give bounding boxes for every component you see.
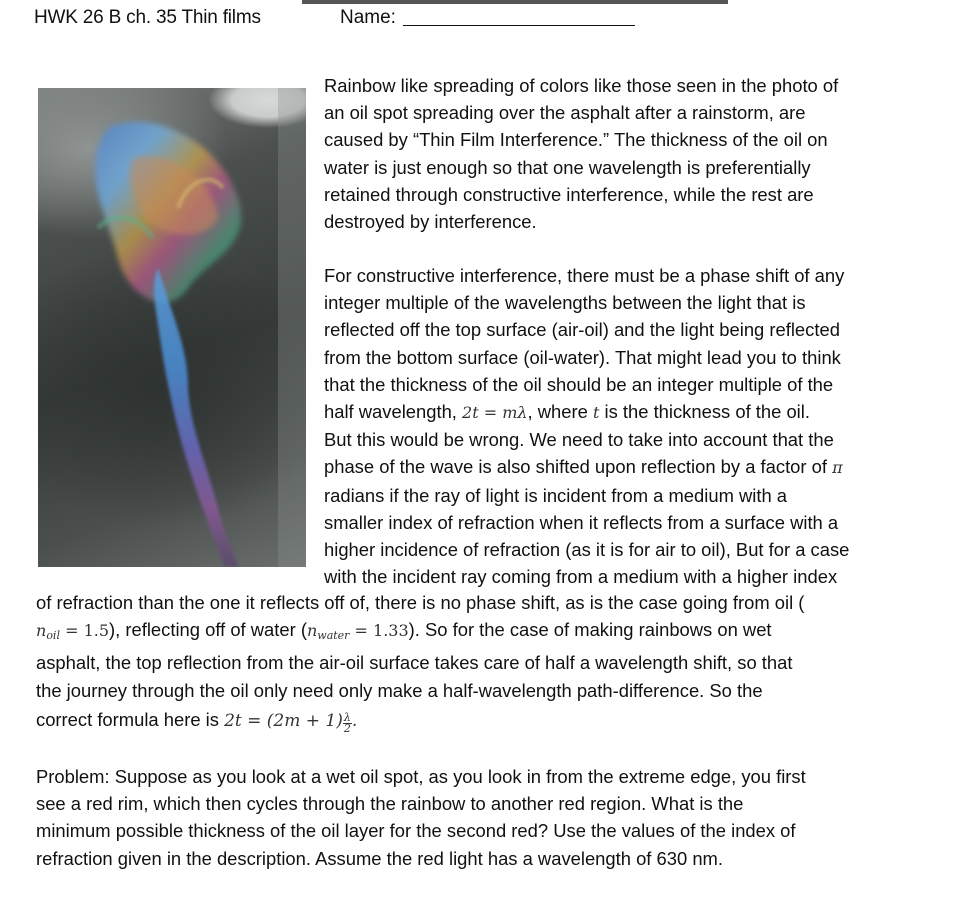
half-wavelength-equation: 2t = mλ xyxy=(462,403,528,423)
phase-line xyxy=(36,706,936,735)
explanation-line: from the bottom surface (oil-water). That might lead you to think xyxy=(324,346,841,368)
phase-line xyxy=(36,616,936,649)
explanation-line: with the incident ray coming from a medium with a higher index xyxy=(324,566,838,588)
explanation-line: reflected off the top surface (air-oil) and the light being reflected xyxy=(324,319,840,341)
phase-line: asphalt, the top reflection from the air-oil surface takes care of half a wavelength shift, so that xyxy=(36,652,793,674)
phase-line: the journey through the oil only need only make a half-wavelength path-difference. So the xyxy=(36,679,763,701)
text-run: ), reflecting off of water ( xyxy=(109,619,307,641)
problem-line: refraction given in the description. Assume the red light has a wavelength of 630 nm. xyxy=(36,847,723,869)
n-oil-expression xyxy=(36,621,110,643)
explanation-paragraph xyxy=(324,262,924,590)
problem-line: minimum possible thickness of the oil layer for the second red? Use the values of the index of xyxy=(36,820,796,842)
name-field-line[interactable] xyxy=(403,25,635,26)
explanation-line xyxy=(324,453,924,481)
fraction-numerator: λ xyxy=(343,710,351,724)
phase-shift-paragraph xyxy=(36,589,936,735)
intro-line: caused by “Thin Film Interference.” The thickness of the oil on xyxy=(324,129,828,151)
explanation-line: For constructive interference, there must be a phase shift of any xyxy=(324,265,845,286)
explanation-line: higher incidence of refraction (as it is for air to oil), But for a case xyxy=(324,539,850,561)
n-symbol: n xyxy=(306,621,318,641)
formula-period: . xyxy=(351,710,358,731)
lambda-over-two xyxy=(343,710,352,735)
explanation-line: radians if the ray of light is incident from a medium with a xyxy=(324,484,788,506)
water-index-value: = 1.33 xyxy=(349,621,409,641)
intro-line: destroyed by interference. xyxy=(324,211,537,233)
n-symbol: n xyxy=(36,621,47,641)
fraction-denominator: 2 xyxy=(343,721,351,735)
formula-main: 2t = (2m + 1) xyxy=(224,710,343,731)
text-run: phase of the wave is also shifted upon reflection by a factor of xyxy=(324,456,833,478)
oil-subscript: oil xyxy=(46,629,60,643)
n-water-expression xyxy=(306,621,409,643)
text-run: ). So for the case of making rainbows on wet xyxy=(408,619,772,641)
intro-paragraph xyxy=(324,72,924,235)
name-label: Name: xyxy=(340,7,396,28)
top-rule xyxy=(302,0,728,4)
pi-symbol: π xyxy=(832,458,843,478)
text-run: , where xyxy=(527,401,593,423)
explanation-line: But this would be wrong. We need to take into account that the xyxy=(324,429,834,451)
text-run: is the thickness of the oil. xyxy=(599,401,810,423)
oil-index-value: = 1.5 xyxy=(59,621,110,641)
intro-line: an oil spot spreading over the asphalt after a rainstorm, are xyxy=(324,102,806,124)
text-run: half wavelength, xyxy=(324,401,463,423)
intro-line: Rainbow like spreading of colors like those seen in the photo of xyxy=(324,75,839,96)
intro-line: water is just enough so that one wavelength is preferentially xyxy=(324,156,811,178)
explanation-line xyxy=(324,398,924,426)
correct-formula xyxy=(224,710,358,735)
explanation-line: smaller index of refraction when it reflects from a surface with a xyxy=(324,511,839,533)
problem-line: see a red rim, which then cycles through the rainbow to another red region. What is the xyxy=(36,793,744,815)
oil-spot-photo xyxy=(38,88,306,567)
thickness-symbol: t xyxy=(592,403,600,423)
explanation-line: that the thickness of the oil should be an integer multiple of the xyxy=(324,373,834,395)
oil-rainbow-illustration xyxy=(38,88,306,567)
intro-line: retained through constructive interference, while the rest are xyxy=(324,183,814,205)
problem-line: Problem: Suppose as you look at a wet oil spot, as you look in from the extreme edge, you first xyxy=(36,766,806,787)
page-title: HWK 26 B ch. 35 Thin films xyxy=(34,7,261,28)
problem-paragraph xyxy=(36,763,936,872)
phase-line: of refraction than the one it reflects off of, there is no phase shift, as is the case going from oil ( xyxy=(36,592,805,613)
explanation-line: integer multiple of the wavelengths between the light that is xyxy=(324,292,806,314)
text-run: correct formula here is xyxy=(36,708,225,730)
water-subscript: water xyxy=(317,629,350,643)
